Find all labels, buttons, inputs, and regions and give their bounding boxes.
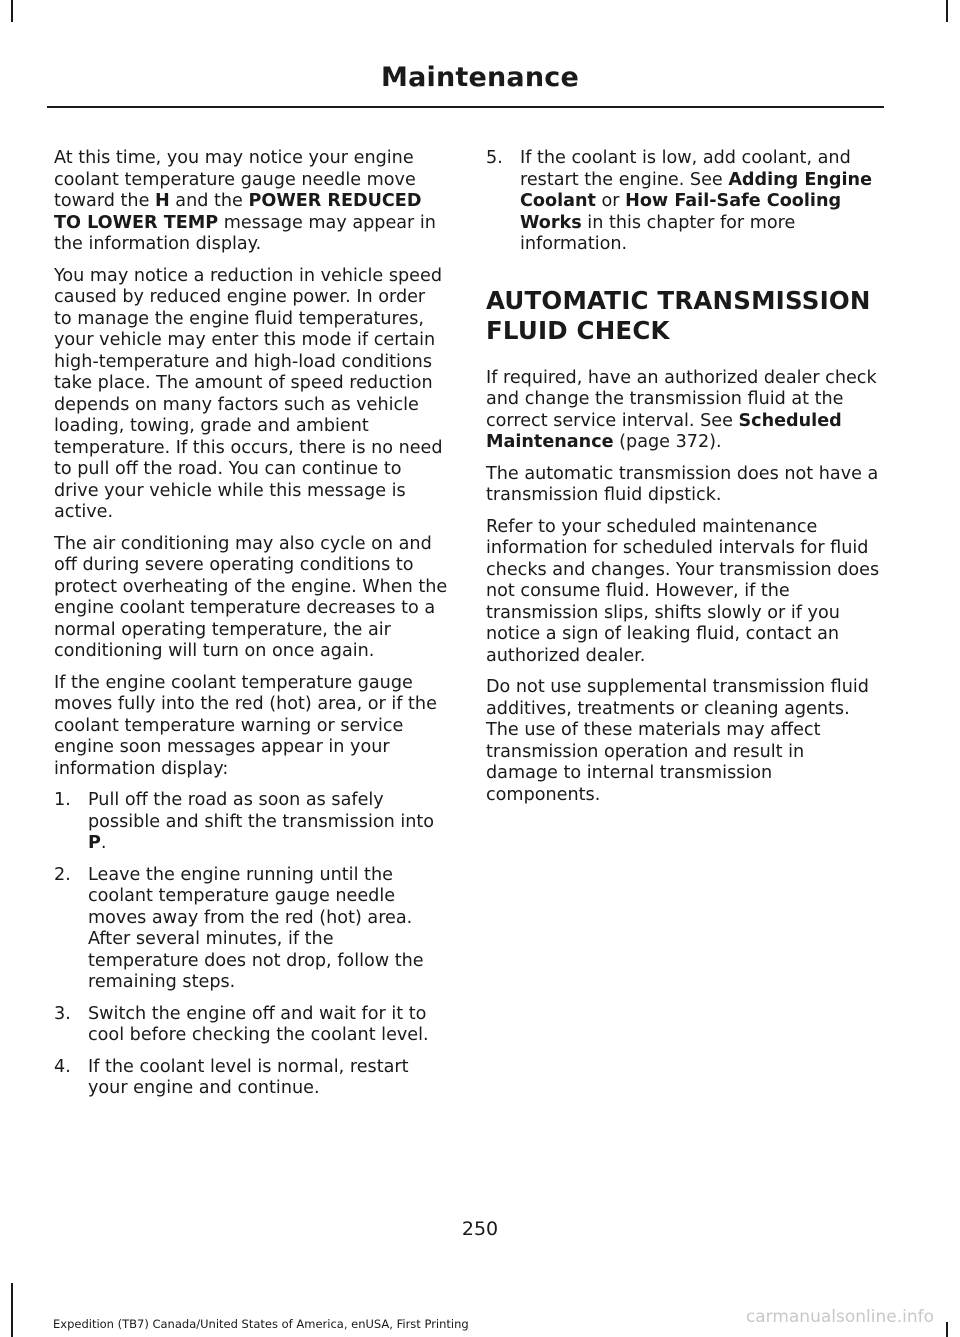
paragraph-dealer-check: If required, have an authorized dealer check and change the transmission fluid at the correct service interval. See Scheduled Maintenance (page 372).: [486, 367, 877, 452]
right-column: [486, 148, 880, 816]
left-column: [54, 148, 448, 1110]
steps-list-continued: [486, 148, 880, 256]
footer-text: Expedition (TB7) Canada/United States of America, enUSA, First Printing: [53, 1317, 469, 1331]
link-scheduled-maintenance: Scheduled Maintenance: [486, 410, 842, 452]
link-adding-engine-coolant: Adding Engine Coolant: [520, 169, 873, 211]
header-divider: [47, 106, 884, 108]
list-item: 4. If the coolant level is normal, restart your engine and continue.: [54, 1056, 409, 1098]
bold-h: H: [154, 191, 170, 211]
crop-mark-top-right-v: [946, 0, 948, 22]
paragraph-gauge-notice: At this time, you may notice your engine coolant temperature gauge needle move toward the H and the POWER REDUCED TO LOWER TEMP message may appear in the information display.: [54, 148, 436, 254]
paragraph-no-dipstick: The automatic transmission does not have a transmission fluid dipstick.: [486, 463, 879, 505]
crop-mark-top-left-v: [11, 0, 13, 22]
list-item: 1. Pull off the road as soon as safely possible and shift the transmission into P.: [54, 790, 435, 853]
link-fail-safe-cooling: How Fail-Safe Cooling Works: [520, 191, 842, 233]
paragraph-air-conditioning: The air conditioning may also cycle on and off during severe operating conditions to protect overheating of the engine. When the engine coolant temperature decreases to a normal operating temperature, the air conditioning will turn on once again.: [54, 533, 448, 661]
page-number: 250: [461, 1218, 499, 1240]
list-item: 5. If the coolant is low, add coolant, and restart the engine. See Adding Engine Coolant or How Fail-Safe Cooling Works in this chapter for more information.: [486, 148, 873, 254]
paragraph-additives: Do not use supplemental transmission fluid additives, treatments or cleaning agents. The use of these materials may affect transmission operation and result in damage to internal transmission components.: [486, 677, 869, 805]
bold-message: POWER REDUCED TO LOWER TEMP: [54, 191, 422, 233]
crop-mark-bottom-left-v: [11, 1283, 13, 1337]
section-heading: AUTOMATIC TRANSMISSION FLUID CHECK: [486, 285, 871, 345]
paragraph-speed-reduction: You may notice a reduction in vehicle speed caused by reduced engine power. In order to manage the engine fluid temperatures, your vehicle may enter this mode if certain high-temperature and high-load conditions take place. The amount of speed reduction depends on many factors such as vehicle loading, towing, grade and ambient temperature. If this occurs, there is no need to pull off the road. You can continue to drive your vehicle while this message is active.: [54, 265, 443, 522]
crop-mark-bottom-right-v: [946, 1322, 948, 1337]
paragraph-scheduled-intervals: Refer to your scheduled maintenance information for scheduled intervals for fluid checks and changes. Your transmission does not consume fluid. However, if the transmission slips, shifts slowly or if you notice a sign of leaking fluid, contact an authorized dealer.: [486, 516, 880, 666]
steps-list: [54, 790, 448, 1100]
page-title: Maintenance: [381, 62, 579, 93]
list-item: 2. Leave the engine running until the coolant temperature gauge needle moves away from the red (hot) area. After several minutes, if the temperature does not drop, follow the remaining steps.: [54, 864, 424, 992]
paragraph-red-area: If the engine coolant temperature gauge moves fully into the red (hot) area, or if the coolant temperature warning or service engine soon messages appear in your information display:: [54, 672, 437, 779]
watermark: carmanualsonline.info: [745, 1307, 934, 1327]
list-item: 3. Switch the engine off and wait for it to cool before checking the coolant level.: [54, 1003, 429, 1045]
